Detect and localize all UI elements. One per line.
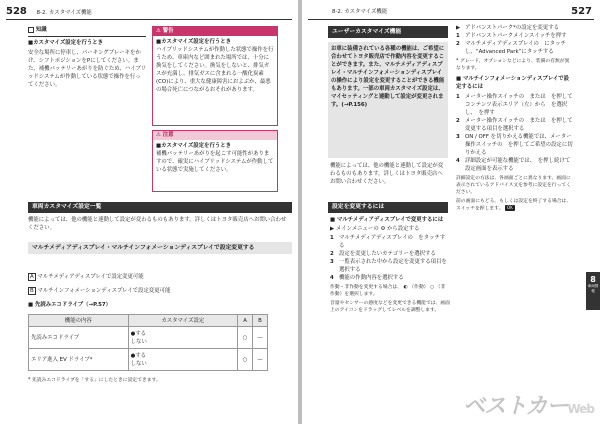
list-item: 2 マルチメディアディスプレイの にタッチし、“Advanced Park”にタッチする	[456, 41, 566, 55]
caution-title: 注意	[162, 132, 174, 138]
right-page-number: 527	[571, 6, 592, 17]
table-cell-content: エリア進入 EV ドライブ*	[29, 349, 129, 371]
list-item: 3 ON / OFF を切りかえる機能では、メーター操作スイッチの を押してご希望の設定に切りかえる	[456, 134, 573, 156]
list-item: 1 マルチメディアディスプレイの をタッチする	[330, 235, 446, 249]
chapter-tab-number: 8	[590, 275, 596, 284]
table-cell-setting: ●する	[130, 330, 147, 337]
list-item: 2 設定を変更したいカテゴリーを選択する	[330, 251, 436, 257]
right-column-2	[456, 24, 574, 213]
ok-button-icon: OK	[506, 205, 513, 210]
toggle-off-icon: ○	[429, 285, 435, 290]
user-custom-gray-box: お車に装備されている各種の機能は、ご希望に合わせてトヨタ販売店で作動内容を変更することができます。また、マルチメディアディスプレイ・マルチインフォメーションディスプレイの操作により設定を変更することができる機能もあります。一部の車両カスタマイズ設定は、マイセッティングと連動して設定が変更されます。(→P.156)	[328, 42, 448, 158]
detail-note: 詳細設定の方法は、各画面ごとに異なります。画面に表示されているアドバイス文を参考に設定を行ってください。	[456, 176, 571, 195]
gear-icon: ⚙	[380, 226, 386, 232]
right-running-head: 8-2. カスタマイズ機能	[332, 9, 388, 15]
knowledge-icon	[28, 27, 34, 33]
display-settings-band: マルチメディアディスプレイ・マルチインフォメーションディスプレイで設定変更する	[28, 242, 292, 254]
toggle-off-label: （非作動）を選択します。	[330, 285, 446, 297]
list-item: 1 アドバンストパークメインスイッチを押す	[456, 33, 567, 39]
warning-title: 警告	[162, 28, 174, 34]
table-cell-setting: ●する	[130, 352, 147, 359]
list-item: 3 一覧表示された中から設定を変更する項目を選択する	[330, 259, 447, 273]
left-header-rule	[6, 19, 292, 20]
caution-icon: ⚠	[156, 132, 161, 138]
star-note: * グレード、オプションなどにより、装備の有無が異なります。	[456, 59, 570, 71]
menu-line-tail: から設定する	[387, 226, 420, 232]
right-header-rule	[308, 19, 594, 20]
warning-icon: ⚠	[156, 28, 161, 34]
table-row	[29, 349, 268, 371]
caution-box	[152, 130, 278, 192]
legend-a	[28, 273, 290, 281]
table-row	[29, 327, 268, 349]
watermark-logo: ベストカーWeb	[463, 393, 594, 419]
knowledge-block	[28, 26, 146, 89]
legend-b	[28, 287, 290, 295]
table-cell-a: ○	[238, 327, 253, 349]
table-header-row	[29, 315, 268, 327]
table-cell-b: —	[253, 327, 268, 349]
list-item: 1 メーター操作スイッチの または を押してコンテンツ表示エリア（左）から を選択し、 を押す	[456, 94, 573, 116]
toggle-note: 作動・非作動を変更する場合は、	[330, 285, 402, 290]
vehicle-custom-section-title: 車両カスタマイズ設定一覧	[28, 202, 292, 213]
toggle-on-label: （作動）	[409, 285, 429, 290]
legend-a-mark: A	[30, 274, 34, 280]
left-page-number: 528	[6, 6, 27, 17]
list-item: 4 詳細設定が可能な機能では、 を押し続けて設定画面を表示する	[456, 158, 571, 172]
sensor-note: 音量やセンサーの感度などを変更できる機能では、画面上のアイコンをドラッグしてレベルを調整します。	[330, 301, 450, 313]
table-header-setting: カスタマイズ設定	[128, 315, 238, 327]
list-item: ▶ アドバンストパーク*の設定を変更する	[456, 25, 559, 31]
table-header-b: B	[253, 315, 268, 327]
back-note: 前の画面にもどる、もしくは設定を終了する場合は、 スイッチを押します。	[456, 199, 574, 212]
chapter-tab-label: 車両情報	[587, 284, 599, 293]
legend-b-text: マルチインフォメーションディスプレイで設定変更可能	[37, 288, 171, 294]
table-cell-b: —	[253, 349, 268, 371]
multimedia-subhead: ■ マルチメディアディスプレイで変更するには	[330, 217, 444, 223]
caution-subhead: ■カスタマイズ設定を行うとき	[156, 143, 232, 149]
table-cell-a: ○	[238, 349, 253, 371]
toggle-on-icon: ◐	[403, 285, 408, 290]
warning-body: ハイブリッドシステムが作動した状態で操作を行うため、車庫内など囲まれた場所では、十分に換気をしてください。換気をしないと、排気ガスが充満し、排気ガスに含まれる一酸化炭素(CO)により、重大な健康障害におよぶか、最悪の場合死亡につながるおそれがあります。	[156, 47, 274, 93]
table-footnote: * 先読みエコドライブを「する」にしたときに設定できます。	[28, 378, 161, 383]
table-header-content: 機能の内容	[29, 315, 129, 327]
list-item: 2 メーター操作スイッチの または を押して変更する項目を選択する	[456, 118, 573, 132]
right-page	[302, 0, 600, 424]
caution-body: 補機バッテリーあがりを起こす可能性がありますので、確実にハイブリッドシステムが作動している状態で実施してください。	[156, 151, 274, 173]
table-cell-setting: しない	[130, 360, 147, 367]
table-cell-setting: しない	[130, 338, 147, 345]
eco-drive-title: ■ 先読みエコドライブ（→P.57）	[28, 302, 111, 308]
left-page	[0, 0, 298, 424]
settings-table	[28, 314, 268, 371]
knowledge-subhead: ■カスタマイズ設定を行うとき	[28, 40, 104, 46]
list-item: 4 機能の作動内容を選択する	[330, 275, 404, 281]
knowledge-title: 知識	[35, 27, 47, 33]
knowledge-body: 安全な場所に停車し、パーキングブレーキをかけ、シフトポジションをPにしてください。また、補機バッテリーあがりを防ぐため、ハイブリッドシステムが作動している状態で操作を行ってください。	[28, 50, 147, 88]
multimedia-steps	[330, 216, 450, 314]
user-custom-body: 機能によっては、他の機能と連動して設定が変わるものもあります。詳しくはトヨタ販売店へお問い合わせください。	[330, 163, 444, 185]
legend-a-text: マルチメディアディスプレイで設定変更可能	[37, 274, 144, 280]
warning-subhead: ■カスタマイズ設定を行うとき	[156, 39, 232, 45]
vehicle-custom-section-body: 機能によっては、他の機能と連動して設定が変わるものもあります。詳しくはトヨタ販売店へお問い合わせください。	[28, 217, 287, 231]
table-cell-content: 先読みエコドライブ	[29, 327, 129, 349]
legend-b-mark: B	[30, 288, 34, 294]
warning-box	[152, 26, 278, 126]
table-header-a: A	[238, 315, 253, 327]
change-settings-title: 設定を変更するには	[328, 202, 448, 213]
menu-line: ▶ メインメニューの	[330, 226, 379, 232]
left-running-head: 8-2. カスタマイズ機能	[36, 10, 92, 16]
info-display-subhead: ■ マルチインフォメーションディスプレイで設定するには	[456, 76, 570, 90]
chapter-tab	[586, 272, 600, 310]
user-custom-title: ユーザーカスタマイズ機能	[328, 26, 448, 38]
